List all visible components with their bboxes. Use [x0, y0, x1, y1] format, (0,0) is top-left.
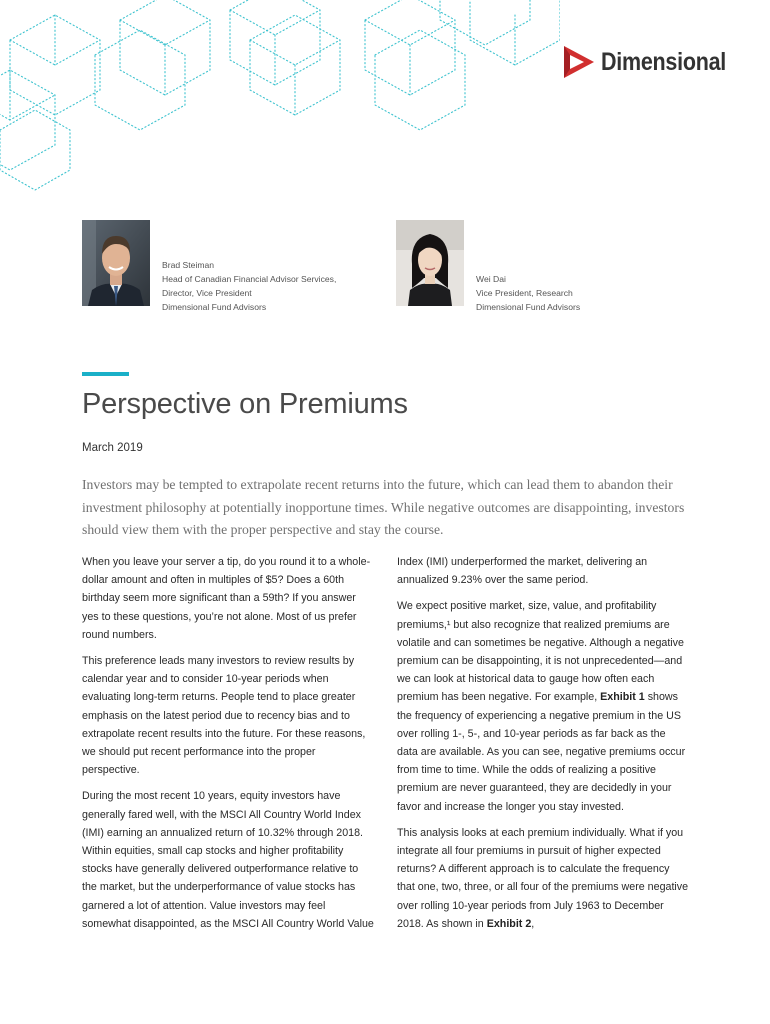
paragraph: This preference leads many investors to review results by calendar year and to consider 10-year periods when evaluating long-term returns. People tend to place greater emphasis on the latest period due to recency bias and to extrapolate recent results into the future. For these reasons, we should put recent performance into the proper perspective. — [82, 655, 366, 777]
article-title: Perspective on Premiums — [82, 388, 408, 420]
author-photo-brad-steiman — [82, 220, 150, 306]
author-company: Dimensional Fund Advisors — [162, 302, 267, 312]
author-name: Wei Dai — [476, 274, 506, 284]
author-name: Brad Steiman — [162, 260, 215, 270]
paragraph: We expect positive market, size, value, and profitability premiums,¹ but also recognize that realized premiums are volatile and can sometimes be negative. Although a negative premium can be disappointing, it is not unprecedented—and we can look at historical data to gauge how often each premium has been negative. For example, Exhibit 1 shows the frequency of experiencing a negative premium in the US over rolling 1-, 5-, and 10-year periods as far back as the data are available. As you can see, negative premiums occur from time to time. While the odds of realizing a positive premium are never guaranteed, they are decidedly in your favor and increase the longer you stay invested. — [397, 600, 686, 813]
exhibit-2-reference: Exhibit 2 — [486, 917, 532, 930]
article-intro: Investors may be tempted to extrapolate recent returns into the future, which can lead them to abandon their investment philosophy at potentially inopportune times. While negative outcomes are disappointing, investors should view them with the proper perspective and stay the course. — [82, 477, 685, 537]
author-bio-brad-steiman — [162, 258, 336, 314]
author-title: Head of Canadian Financial Advisor Services, — [162, 274, 337, 284]
title-accent-bar — [82, 372, 129, 376]
paragraph: Index (IMI) underperformed the market, delivering an annualized 9.23% over the same period. — [397, 556, 648, 587]
author-company: Dimensional Fund Advisors — [476, 302, 581, 312]
dimensional-logo-icon — [562, 44, 596, 80]
dimensional-logo — [562, 44, 746, 80]
author-title: Vice President, Research — [476, 288, 573, 298]
body-column-right — [397, 553, 689, 941]
author-title: Director, Vice President — [162, 288, 252, 298]
author-photo-wei-dai — [396, 220, 464, 306]
decorative-hexagon-pattern — [0, 0, 560, 200]
logo-wordmark: Dimensional — [601, 47, 727, 76]
exhibit-1-reference: Exhibit 1 — [600, 691, 645, 704]
article-date: March 2019 — [82, 442, 143, 454]
author-bio-wei-dai — [476, 258, 580, 314]
paragraph: This analysis looks at each premium individually. What if you integrate all four premiums in pursuit of higher expected returns? A different approach is to calculate the frequency that one, two, three, or all four of the premiums were negative over rolling 10-year periods from July 1963 to December 2018. As shown in Exhibit 2, — [397, 826, 689, 930]
body-column-left — [82, 553, 374, 941]
paragraph: During the most recent 10 years, equity investors have generally fared well, with the MSCI All Country World Index (IMI) earning an annualized return of 10.32% through 2018. Within equities, small cap stocks and higher profitability stocks have generally delivered outperformance relative to the market, but the underperformance of value stocks has garnered a lot of attention. Value investors may feel somewhat disappointed, as the MSCI All Country World Value — [82, 790, 374, 930]
paragraph: When you leave your server a tip, do you round it to a whole-dollar amount and often in multiples of $5? Does a 60th birthday seem more significant than a 59th? If you answer yes to these questions, you’re not alone. Most of us prefer round numbers. — [82, 556, 371, 641]
